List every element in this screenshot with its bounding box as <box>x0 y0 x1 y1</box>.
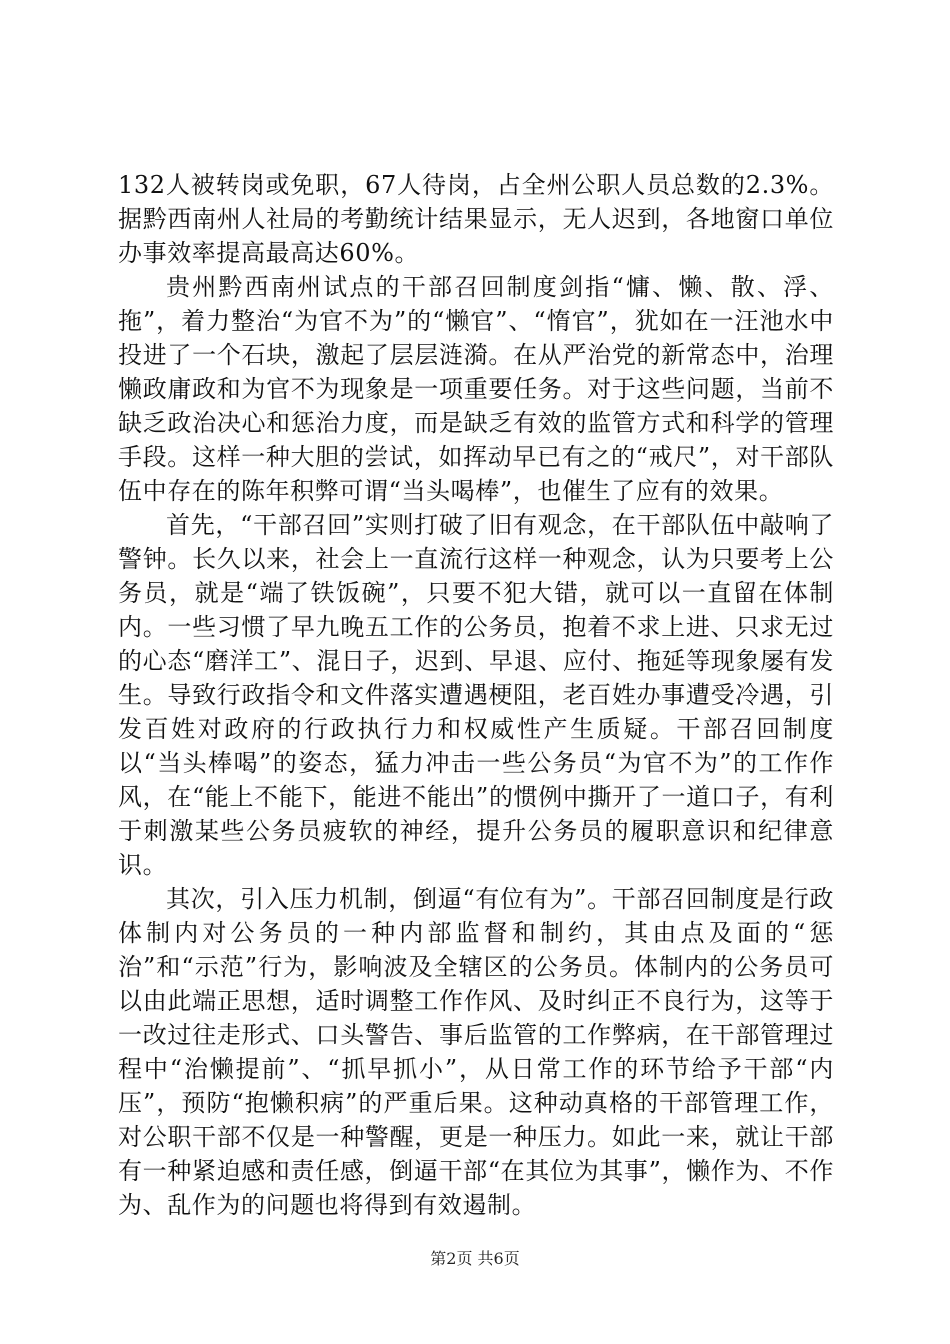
paragraph-2: 贵州黔西南州试点的干部召回制度剑指“慵、懒、散、浮、拖”，着力整治“为官不为”的“懒官”、“惰官”，犹如在一汪池水中投进了一个石块，激起了层层涟漪。在从严治党的新常态中，治理懒政庸政和为官不为现象是一项重要任务。对于这些问题，当前不缺乏政治决心和惩治力度，而是缺乏有效的监管方式和科学的管理手段。这样一种大胆的尝试，如挥动早已有之的“戒尺”，对干部队伍中存在的陈年积弊可谓“当头喝棒”，也催生了应有的效果。 <box>118 273 834 505</box>
paragraph-1: 132人被转岗或免职，67人待岗，占全州公职人员总数的2.3%。据黔西南州人社局的考勤统计结果显示，无人迟到，各地窗口单位办事效率提高最高达60%。 <box>118 171 834 267</box>
paragraph-3: 首先，“干部召回”实则打破了旧有观念，在干部队伍中敲响了警钟。长久以来，社会上一直流行这样一种观念，认为只要考上公务员，就是“端了铁饭碗”，只要不犯大错，就可以一直留在体制内。一些习惯了早九晚五工作的公务员，抱着不求上进、只求无过的心态“磨洋工”、混日子，迟到、早退、应付、拖延等现象屡有发生。导致行政指令和文件落实遭遇梗阻，老百姓办事遭受冷遇，引发百姓对政府的行政执行力和权威性产生质疑。干部召回制度以“当头棒喝”的姿态，猛力冲击一些公务员“为官不为”的工作作风，在“能上不能下，能进不能出”的惯例中撕开了一道口子，有利于刺激某些公务员疲软的神经，提升公务员的履职意识和纪律意识。 <box>118 511 834 879</box>
document-body <box>118 168 834 1222</box>
page-footer: 第2页 共6页 <box>430 1249 520 1268</box>
paragraph-4: 其次，引入压力机制，倒逼“有位有为”。干部召回制度是行政体制内对公务员的一种内部监督和制约，其由点及面的“惩治”和“示范”行为，影响波及全辖区的公务员。体制内的公务员可以由此端正思想，适时调整工作作风、及时纠正不良行为，这等于一改过往走形式、口头警告、事后监管的工作弊病，在干部管理过程中“治懒提前”、“抓早抓小”，从日常工作的环节给予干部“内压”，预防“抱懒积病”的严重后果。这种动真格的干部管理工作，对公职干部不仅是一种警醒，更是一种压力。如此一来，就让干部有一种紧迫感和责任感，倒逼干部“在其位为其事”，懒作为、不作为、乱作为的问题也将得到有效遏制。 <box>118 885 834 1219</box>
